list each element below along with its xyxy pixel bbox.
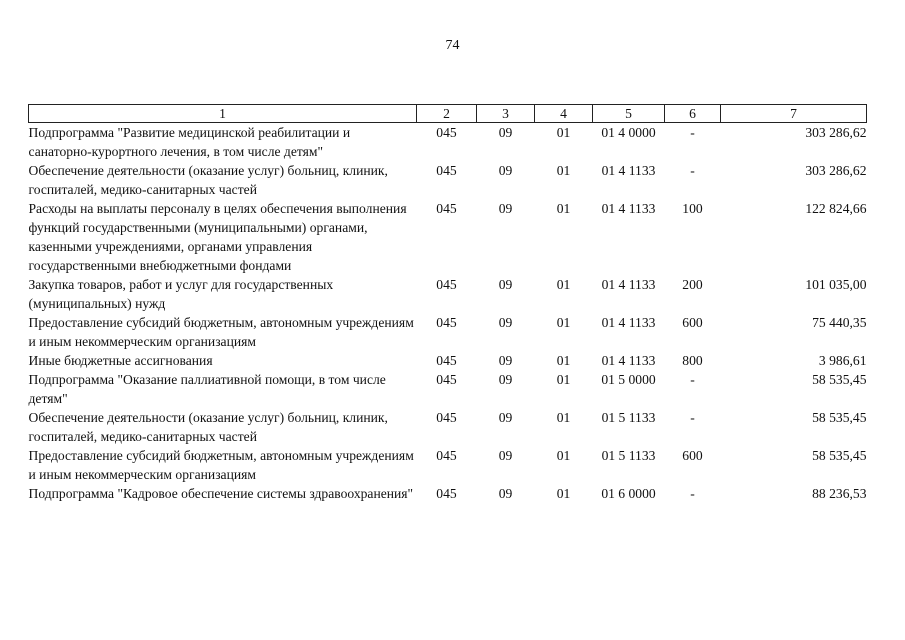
row-sum: 303 286,62 [805, 125, 867, 140]
row-csr: 01 5 0000 [601, 372, 656, 387]
row-rz: 09 [498, 201, 513, 216]
row-vr: 600 [682, 315, 703, 330]
row-csr: 01 4 1133 [601, 315, 656, 330]
row-name: Обеспечение деятельности (оказание услуг) больниц, клиник, госпиталей, медико-санитарных частей [28, 163, 388, 197]
row-ved: 045 [436, 410, 457, 425]
row-name: Предоставление субсидий бюджетным, автономным учреждениям и иным некоммерческим организациям [28, 448, 414, 482]
row-ved: 045 [436, 201, 457, 216]
row-pr: 01 [556, 448, 571, 463]
row-rz: 09 [498, 372, 513, 387]
row-sum: 58 535,45 [812, 410, 867, 425]
row-sum: 101 035,00 [805, 277, 867, 292]
column-header-3: 3 [477, 105, 535, 123]
row-vr: 600 [682, 448, 703, 463]
row-rz: 09 [498, 486, 513, 501]
row-rz: 09 [498, 353, 513, 368]
row-ved: 045 [436, 372, 457, 387]
row-name: Расходы на выплаты персоналу в целях обеспечения выполнения функций государственными (муниципальными) органами, казенными учреждениями, органами управления государственными внебюджетными фондами [28, 201, 407, 273]
row-name: Подпрограмма "Оказание паллиативной помощи, в том числе детям" [28, 372, 386, 406]
table-row [29, 199, 867, 275]
row-csr: 01 4 1133 [601, 353, 656, 368]
column-header-2: 2 [417, 105, 477, 123]
row-name: Предоставление субсидий бюджетным, автономным учреждениям и иным некоммерческим организациям [28, 315, 414, 349]
row-pr: 01 [556, 201, 571, 216]
row-pr: 01 [556, 315, 571, 330]
row-ved: 045 [436, 448, 457, 463]
row-sum: 122 824,66 [805, 201, 867, 216]
row-vr: - [690, 125, 695, 140]
row-vr: - [690, 163, 695, 178]
row-vr: - [690, 410, 695, 425]
row-pr: 01 [556, 125, 571, 140]
row-ved: 045 [436, 125, 457, 140]
row-rz: 09 [498, 163, 513, 178]
row-csr: 01 4 0000 [601, 125, 656, 140]
row-rz: 09 [498, 125, 513, 140]
row-csr: 01 4 1133 [601, 201, 656, 216]
row-pr: 01 [556, 372, 571, 387]
row-sum: 75 440,35 [812, 315, 867, 330]
row-vr: - [690, 372, 695, 387]
row-pr: 01 [556, 486, 571, 501]
table-row [29, 370, 867, 408]
row-rz: 09 [498, 410, 513, 425]
row-pr: 01 [556, 163, 571, 178]
row-ved: 045 [436, 163, 457, 178]
row-pr: 01 [556, 353, 571, 368]
row-rz: 09 [498, 315, 513, 330]
row-name: Обеспечение деятельности (оказание услуг) больниц, клиник, госпиталей, медико-санитарных частей [28, 410, 388, 444]
row-sum: 303 286,62 [805, 163, 867, 178]
table-row [29, 408, 867, 446]
row-vr: - [690, 486, 695, 501]
row-csr: 01 6 0000 [601, 486, 656, 501]
column-header-4: 4 [535, 105, 593, 123]
column-header-5: 5 [593, 105, 665, 123]
row-ved: 045 [436, 315, 457, 330]
row-name: Иные бюджетные ассигнования [28, 353, 213, 368]
row-sum: 88 236,53 [812, 486, 867, 501]
row-vr: 800 [682, 353, 703, 368]
row-sum: 58 535,45 [812, 372, 867, 387]
row-pr: 01 [556, 277, 571, 292]
column-header-7: 7 [721, 105, 867, 123]
row-csr: 01 5 1133 [601, 448, 656, 463]
row-csr: 01 5 1133 [601, 410, 656, 425]
column-header-1: 1 [29, 105, 417, 123]
row-vr: 200 [682, 277, 703, 292]
row-ved: 045 [436, 277, 457, 292]
row-pr: 01 [556, 410, 571, 425]
table-body [29, 123, 867, 504]
budget-table [28, 104, 867, 503]
row-vr: 100 [682, 201, 703, 216]
row-ved: 045 [436, 486, 457, 501]
table-row [29, 275, 867, 313]
table-row [29, 484, 867, 503]
row-rz: 09 [498, 277, 513, 292]
row-csr: 01 4 1133 [601, 277, 656, 292]
row-name: Подпрограмма "Кадровое обеспечение системы здравоохранения" [28, 486, 414, 501]
table-row [29, 123, 867, 162]
table-row [29, 446, 867, 484]
row-ved: 045 [436, 353, 457, 368]
table-header-row [29, 105, 867, 123]
table-row [29, 161, 867, 199]
table-row [29, 313, 867, 351]
row-rz: 09 [498, 448, 513, 463]
page-number: 74 [445, 38, 460, 53]
row-name: Закупка товаров, работ и услуг для государственных (муниципальных) нужд [28, 277, 334, 311]
column-header-6: 6 [665, 105, 721, 123]
row-sum: 58 535,45 [812, 448, 867, 463]
row-csr: 01 4 1133 [601, 163, 656, 178]
row-sum: 3 986,61 [818, 353, 867, 368]
row-name: Подпрограмма "Развитие медицинской реабилитации и санаторно-курортного лечения, в том числе детям" [28, 125, 351, 159]
table-row [29, 351, 867, 370]
